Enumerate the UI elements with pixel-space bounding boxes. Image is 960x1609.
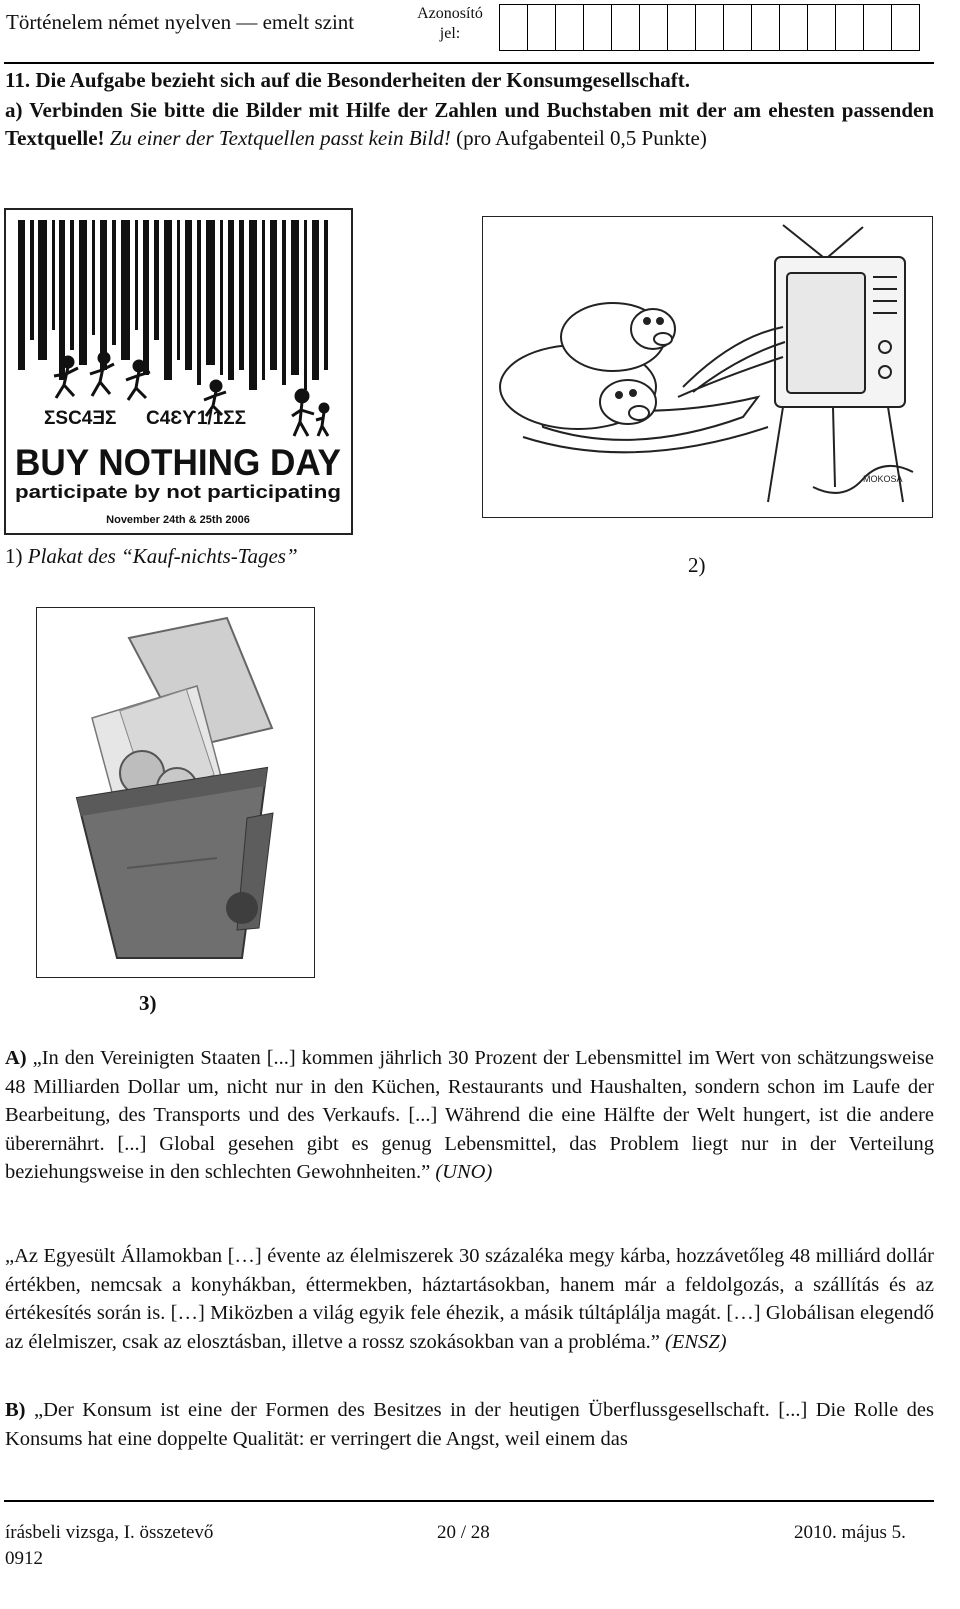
bin-graphic — [37, 608, 314, 977]
buy-nothing-day-poster — [4, 208, 353, 535]
source-a-origin: (UNO) — [435, 1161, 493, 1183]
cartoon-graphic — [483, 217, 932, 517]
poster-date: November 24th & 25th 2006 — [106, 514, 250, 526]
id-box — [835, 4, 864, 51]
caption-3: 3) — [139, 991, 157, 1015]
id-label: Azonosító jel: — [417, 5, 483, 42]
instruction-points: (pro Aufgabenteil 0,5 Punkte) — [456, 126, 707, 150]
source-a-text: „In den Vereinigten Staaten [...] kommen jährlich 30 Prozent der Lebensmittel im Wert von schätzungsweise 48 Milliarden Dollar um, nicht nur in den Küchen, Restaurants und Haushalten, sondern schon im Laufe der Bearbeitung, des Transports und des Verkaufs. [...] Während die eine Hälfte der Welt hungert, ist die andere überernährt. [...] Global gesehen gibt es genug Lebensmittel, das Problem liegt nur in der Verteilung beziehungsweise in den schlechten Gewohnheiten.” — [5, 1047, 934, 1183]
source-a-german — [5, 1044, 934, 1187]
id-box — [499, 4, 528, 51]
source-a-label: A) — [5, 1047, 27, 1069]
id-box — [863, 4, 892, 51]
poster-glyphs-left: ƩSC4ƎƩ — [44, 408, 117, 429]
caption-1: 1) Plakat des “Kauf-nichts-Tages” — [5, 544, 298, 568]
source-a-hu-origin: (ENSZ) — [665, 1330, 727, 1353]
poster-headline: BUY NOTHING DAY — [15, 442, 342, 483]
footer-code: 0912 — [5, 1548, 43, 1569]
cartoon-signature: MOKOSA — [863, 474, 903, 484]
caption-2: 2) — [688, 553, 706, 577]
id-box — [527, 4, 556, 51]
poster-tagline: participate by not participating — [15, 482, 341, 502]
id-box — [667, 4, 696, 51]
source-a-hu-text: „Az Egyesült Államokban […] évente az élelmiszerek 30 százaléka megy kárba, hozzávetőleg 48 milliárd dollár értékben, nemcsak a konyhákban, éttermekben, háztartásokban, hanem már a feldolgozás, a szállítás és az értékesítés során is. […] Miközben a világ egyik fele éhezik, a másik túltáplálja magát. […] Globálisan elegendő az élelmiszer, csak az elosztásban, illetve a rossz szokásokban van a probléma.” — [5, 1245, 934, 1353]
id-box — [807, 4, 836, 51]
instruction-italic: Zu einer der Textquellen passt kein Bild! — [109, 126, 451, 150]
id-box — [555, 4, 584, 51]
source-b — [5, 1396, 934, 1453]
money-bin-photo — [36, 607, 315, 978]
id-boxes — [500, 4, 920, 51]
cartoon-lines — [500, 225, 913, 502]
id-box — [611, 4, 640, 51]
task-heading: 11. Die Aufgabe bezieht sich auf die Besonderheiten der Konsumgesellschaft. — [5, 68, 691, 92]
source-b-label: B) — [5, 1399, 26, 1421]
footer-page: 20 / 28 — [437, 1522, 490, 1543]
header-divider — [4, 62, 934, 64]
header-title: Történelem német nyelven — emelt szint — [6, 10, 355, 34]
source-a-hungarian — [5, 1242, 934, 1356]
page-header — [0, 0, 960, 56]
source-b-text: „Der Konsum ist eine der Formen des Besitzes in der heutigen Überflussgesellschaft. [...] Die Rolle des Konsums hat eine doppelte Qualität: er verringert die Angst, weil einem das — [5, 1399, 934, 1450]
poster-glyphs-right: C4ƐƳ1/1ƩƩ — [146, 408, 247, 429]
instruction-bold: a) Verbinden Sie bitte die Bilder mit Hilfe der Zahlen und Buchstaben mit der am ehesten passenden Textquelle! — [5, 98, 934, 150]
id-box — [695, 4, 724, 51]
id-box — [723, 4, 752, 51]
id-box — [751, 4, 780, 51]
footer-divider — [4, 1500, 934, 1502]
bin-shapes — [77, 618, 273, 958]
poster-graphic — [6, 210, 351, 533]
id-box — [779, 4, 808, 51]
footer-date: 2010. május 5. — [794, 1522, 906, 1543]
id-box — [639, 4, 668, 51]
id-box — [583, 4, 612, 51]
id-box — [891, 4, 920, 51]
task-instruction — [5, 96, 934, 152]
footer-exam: írásbeli vizsga, I. összetevő — [5, 1522, 214, 1543]
pigs-tv-cartoon — [482, 216, 933, 518]
